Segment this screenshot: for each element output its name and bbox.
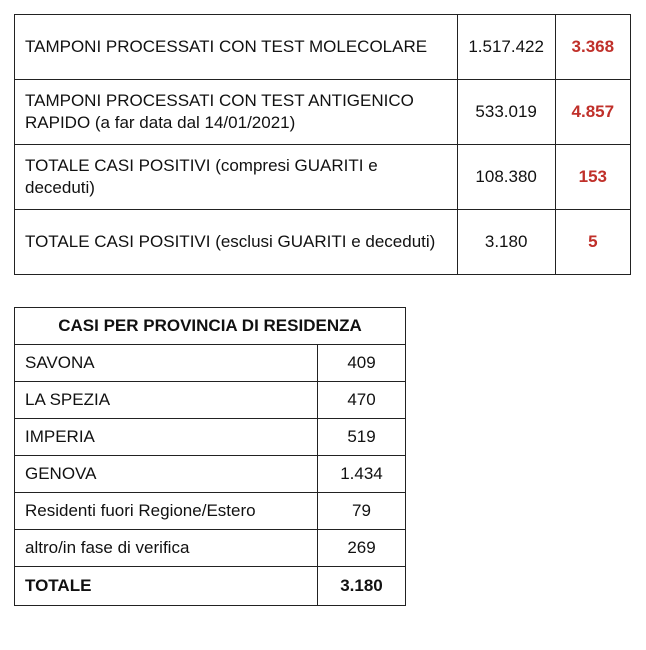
province-total-row <box>15 567 406 606</box>
summary-total: 3.180 <box>457 210 555 275</box>
summary-row <box>15 15 631 80</box>
province-name: GENOVA <box>15 456 318 493</box>
province-total-value: 3.180 <box>318 567 406 606</box>
province-value: 519 <box>318 419 406 456</box>
province-value: 269 <box>318 530 406 567</box>
summary-total: 1.517.422 <box>457 15 555 80</box>
province-table-header: CASI PER PROVINCIA DI RESIDENZA <box>15 308 406 345</box>
summary-row <box>15 145 631 210</box>
summary-label: TOTALE CASI POSITIVI (esclusi GUARITI e deceduti) <box>15 210 458 275</box>
province-total-label: TOTALE <box>15 567 318 606</box>
province-row <box>15 493 406 530</box>
province-value: 1.434 <box>318 456 406 493</box>
summary-delta: 3.368 <box>555 15 630 80</box>
province-value: 409 <box>318 345 406 382</box>
province-name: IMPERIA <box>15 419 318 456</box>
province-name: altro/in fase di verifica <box>15 530 318 567</box>
province-name: LA SPEZIA <box>15 382 318 419</box>
province-row <box>15 345 406 382</box>
province-value: 470 <box>318 382 406 419</box>
summary-table <box>14 14 631 275</box>
summary-label: TAMPONI PROCESSATI CON TEST ANTIGENICO RAPIDO (a far data dal 14/01/2021) <box>15 80 458 145</box>
province-row <box>15 456 406 493</box>
province-name: Residenti fuori Regione/Estero <box>15 493 318 530</box>
summary-delta: 5 <box>555 210 630 275</box>
summary-delta: 153 <box>555 145 630 210</box>
summary-delta: 4.857 <box>555 80 630 145</box>
summary-label: TAMPONI PROCESSATI CON TEST MOLECOLARE <box>15 15 458 80</box>
province-row <box>15 382 406 419</box>
province-row <box>15 530 406 567</box>
province-value: 79 <box>318 493 406 530</box>
summary-label: TOTALE CASI POSITIVI (compresi GUARITI e deceduti) <box>15 145 458 210</box>
province-name: SAVONA <box>15 345 318 382</box>
summary-total: 108.380 <box>457 145 555 210</box>
summary-total: 533.019 <box>457 80 555 145</box>
province-header-row <box>15 308 406 345</box>
province-table <box>14 307 406 606</box>
province-row <box>15 419 406 456</box>
summary-row <box>15 210 631 275</box>
summary-row <box>15 80 631 145</box>
